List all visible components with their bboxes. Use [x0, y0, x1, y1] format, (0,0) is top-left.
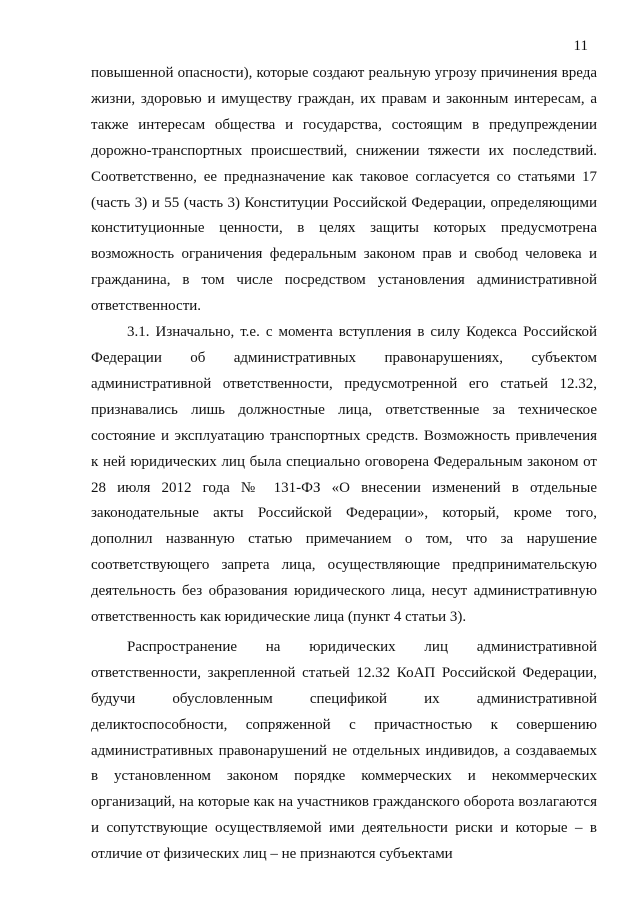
paragraph-legal-entities: Распространение на юридических лиц административной ответственности, закрепленной статьей 12.32 КоАП Российской Федерации, будучи обусловленным спецификой их административной деликтоспособности, сопряженной с причастностью к совершению административных правонарушений не отдельных индивидов, а создаваемых в установленном законом порядке коммерческих и некоммерческих организаций, на которые как на участников гражданского оборота возлагаются и сопутствующие осуществляемой ими деятельности риски и которые – в отличие от физических лиц – не признаются субъектами	[91, 638, 597, 863]
document-body	[91, 61, 597, 868]
paragraph-3-1: 3.1. Изначально, т.е. с момента вступления в силу Кодекса Российской Федерации об административных правонарушениях, субъектом административной ответственности, предусмотренной его статьей 12.32, признавались лишь должностные лица, ответственные за техническое состояние и эксплуатацию транспортных средств. Возможность привлечения к ней юридических лиц была специально оговорена Федеральным законом от 28 июля 2012 года № 131-ФЗ «О внесении изменений в отдельные законодательные акты Российской Федерации», который, кроме того, дополнил названную статью примечанием о том, что за нарушение соответствующего запрета лица, осуществляющие предпринимательскую деятельность без образования юридического лица, несут административную ответственность как юридические лица (пункт 4 статьи 3).	[91, 324, 597, 626]
paragraph-1-continuation: повышенной опасности), которые создают реальную угрозу причинения вреда жизни, здоровью и имуществу граждан, их правам и законным интересам, а также интересам общества и государства, состоящим в предупреждении дорожно-транспортных происшествий, снижении тяжести их последствий. Соответственно, ее предназначение как таковое согласуется со статьями 17 (часть 3) и 55 (часть 3) Конституции Российской Федерации, определяющими конституционные ценности, в целях защиты которых предусмотрена возможность ограничения федеральным законом прав и свобод человека и гражданина, в том числе посредством установления административной ответственности.	[91, 65, 597, 315]
page-number: 11	[573, 38, 588, 54]
